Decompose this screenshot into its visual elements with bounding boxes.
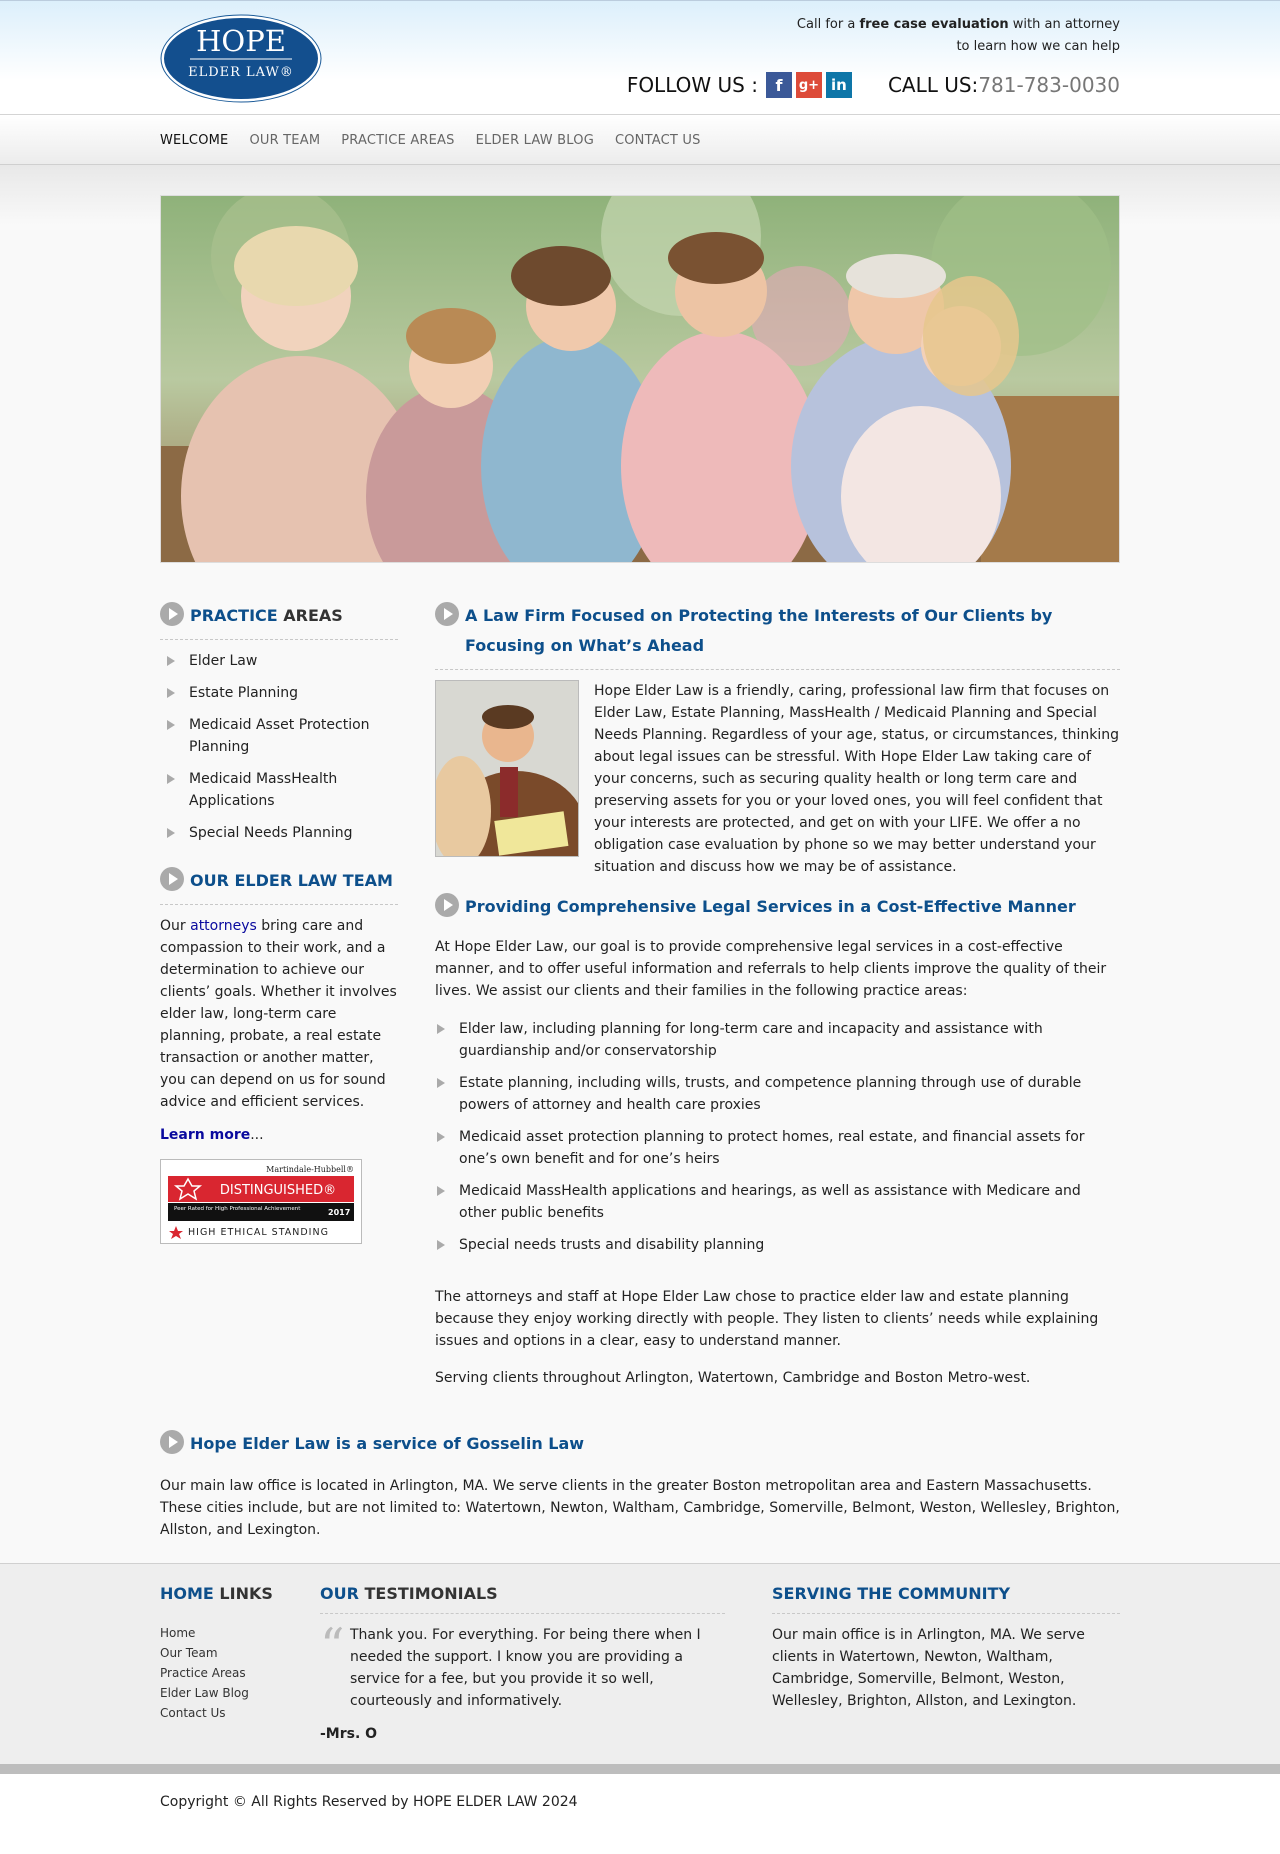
svg-text:Peer Rated for High Profession: Peer Rated for High Professional Achievement xyxy=(174,1206,301,1212)
svg-text:DISTINGUISHED®: DISTINGUISHED® xyxy=(219,1183,337,1198)
quote-icon: “ xyxy=(320,1618,345,1674)
service-item: Estate planning, including wills, trusts, and competence planning through use of durable powers of attorney and health care proxies xyxy=(435,1072,1120,1116)
arrow-circle-icon xyxy=(435,602,459,626)
main-nav xyxy=(0,115,1280,165)
service-item: Medicaid MassHealth applications and hearings, as well as assistance with Medicare and other public benefits xyxy=(435,1180,1120,1224)
team-header: OUR ELDER LAW TEAM xyxy=(160,866,398,905)
footer-link-home[interactable]: Home xyxy=(160,1626,196,1640)
logo-hope-text: HOPE xyxy=(196,24,286,58)
arrow-circle-icon xyxy=(435,893,459,917)
site-header xyxy=(0,0,1280,115)
serving-paragraph: Serving clients throughout Arlington, Watertown, Cambridge and Boston Metro-west. xyxy=(435,1370,1031,1386)
nav-our-team[interactable]: OUR TEAM xyxy=(249,132,321,148)
footer-link-blog[interactable]: Elder Law Blog xyxy=(160,1686,249,1700)
svg-text:Martindale-Hubbell®: Martindale-Hubbell® xyxy=(266,1165,354,1174)
arrow-circle-icon xyxy=(160,867,184,891)
nav-contact-us[interactable]: CONTACT US xyxy=(614,132,701,148)
practice-areas-header: PRACTICE AREAS xyxy=(160,601,398,640)
site-logo[interactable] xyxy=(160,14,322,103)
google-plus-icon[interactable]: g+ xyxy=(796,72,822,98)
services-heading: Providing Comprehensive Legal Services in a Cost-Effective Manner xyxy=(435,892,1120,930)
sidebar: PRACTICE AREAS Elder Law Estate Planning Medicaid Asset Protection Planning Medicaid MassHealth Applications Special Needs Planning OUR ELDER LAW TEAM Our attorneys bring care and compassion to their work, and a determination to achieve our clients’ goals. Whether it involves elder law, long-term care planning, probate, a real estate transaction or another matter, you can depend on us for sound advice and efficient services. Learn more... Martindale-Hubbell® DISTINGUISHED® Peer Rated for High Professional Achievement 2017 HIGH ETHICAL STANDING xyxy=(160,601,398,1389)
footer-serving-community: SERVING THE COMMUNITY Our main office is in Arlington, MA. We serve clients in Watertown, Newton, Waltham, Cambridge, Somerville, Belmont, Weston, Wellesley, Brighton, Allston, and Lexington. xyxy=(772,1584,1120,1742)
learn-more-link[interactable]: Learn more xyxy=(160,1127,251,1143)
logo-elderlaw-text: ELDER LAW® xyxy=(188,65,294,80)
nav-elder-law-blog[interactable]: ELDER LAW BLOG xyxy=(475,132,594,148)
follow-label: FOLLOW US : xyxy=(626,73,758,97)
follow-call-row xyxy=(627,72,1120,98)
phone-link[interactable]: 781-783-0030 xyxy=(978,73,1120,97)
practice-item-medicaid-asset[interactable]: Medicaid Asset Protection Planning xyxy=(160,714,398,758)
team-description: Our attorneys bring care and compassion to their work, and a determination to achieve our clients’ goals. Whether it involves elder law, long-term care planning, probate, a real estate transaction or another matter, you can depend on us for sound advice and efficient services. xyxy=(160,918,397,1110)
practice-areas-list xyxy=(160,650,398,844)
main-heading: A Law Firm Focused on Protecting the Interests of Our Clients by Focusing on What’s Ahead xyxy=(435,601,1120,670)
gosselin-section xyxy=(160,1389,1120,1563)
site-footer xyxy=(0,1563,1280,1764)
nav-welcome[interactable]: WELCOME xyxy=(160,132,229,148)
martindale-badge[interactable] xyxy=(160,1159,362,1244)
arrow-circle-icon xyxy=(160,1430,184,1454)
gosselin-text: Our main law office is located in Arlington, MA. We serve clients in the greater Boston metropolitan area and Eastern Massachusetts. These cities include, but are not limited to: Watertown, Newton, Waltham, Cambridge, Somerville, Belmont, Weston, Wellesley, Brighton, Allston, and Lexington. xyxy=(160,1478,1120,1538)
svg-text:HIGH ETHICAL STANDING: HIGH ETHICAL STANDING xyxy=(188,1227,329,1238)
testimonial-author: -Mrs. O xyxy=(320,1726,378,1742)
services-intro: At Hope Elder Law, our goal is to provide comprehensive legal services in a cost-effective manner, and to offer useful information and referrals to help clients improve the quality of their lives. We assist our clients and their families in the following practice areas: xyxy=(435,939,1107,999)
testimonial-text: Thank you. For everything. For being there when I needed the support. I know you are providing a service for a fee, but you provide it so well, courteously and informatively. xyxy=(350,1627,701,1709)
practice-item-masshealth[interactable]: Medicaid MassHealth Applications xyxy=(160,768,398,812)
attorneys-paragraph: The attorneys and staff at Hope Elder Law chose to practice elder law and estate planning because they enjoy working directly with people. They listen to clients’ needs while explaining issues and options in a clear, easy to understand manner. xyxy=(435,1289,1099,1349)
facebook-icon[interactable]: f xyxy=(766,72,792,98)
gosselin-heading: Hope Elder Law is a service of Gosselin Law xyxy=(160,1429,1120,1467)
nav-practice-areas[interactable]: PRACTICE AREAS xyxy=(341,132,455,148)
service-item: Elder law, including planning for long-term care and incapacity and assistance with guardianship and/or conservatorship xyxy=(435,1018,1120,1062)
hero-family-photo xyxy=(160,195,1120,563)
linkedin-icon[interactable]: in xyxy=(826,72,852,98)
service-item: Special needs trusts and disability planning xyxy=(435,1234,1120,1256)
services-list xyxy=(435,1018,1120,1256)
attorney-photo xyxy=(435,680,579,857)
footer-link-contact[interactable]: Contact Us xyxy=(160,1706,226,1720)
arrow-circle-icon xyxy=(160,602,184,626)
footer-divider xyxy=(0,1764,1280,1774)
footer-home-links: HOME LINKS Home Our Team Practice Areas Elder Law Blog Contact Us xyxy=(160,1584,320,1742)
footer-testimonials: OUR TESTIMONIALS “ Thank you. For everything. For being there when I needed the support. I know you are providing a service for a fee, but you provide it so well, courteously and informatively. -Mrs. O xyxy=(320,1584,725,1742)
practice-item-estate-planning[interactable]: Estate Planning xyxy=(160,682,398,704)
practice-item-elder-law[interactable]: Elder Law xyxy=(160,650,398,672)
copyright-text: Copyright © All Rights Reserved by HOPE ELDER LAW 2024 xyxy=(160,1794,578,1810)
intro-text: Hope Elder Law is a friendly, caring, professional law firm that focuses on Elder Law, Estate Planning, MassHealth / Medicaid Planning and Special Needs Planning. Regardless of your age, status, or circumstances, thinking about legal issues can be stressful. With Hope Elder Law taking care of your concerns, such as securing quality health or long term care and preserving assets for you or your loved ones, you will feel confident that your interests are protected, and get on with your LIFE. We offer a no obligation case evaluation by phone so we may better understand your situation and discuss how we may be of assistance. xyxy=(594,683,1120,875)
svg-text:2017: 2017 xyxy=(328,1208,351,1217)
cta-text: Call for a free case evaluation with an attorney to learn how we can help xyxy=(796,17,1120,54)
practice-item-special-needs[interactable]: Special Needs Planning xyxy=(160,822,398,844)
footer-link-practice-areas[interactable]: Practice Areas xyxy=(160,1666,246,1680)
call-label: CALL US: xyxy=(887,73,979,97)
main-content xyxy=(435,601,1120,1389)
serving-community-text: Our main office is in Arlington, MA. We serve clients in Watertown, Newton, Waltham, Cambridge, Somerville, Belmont, Weston, Wellesley, Brighton, Allston, and Lexington. xyxy=(772,1627,1085,1709)
footer-link-our-team[interactable]: Our Team xyxy=(160,1646,218,1660)
service-item: Medicaid asset protection planning to protect homes, real estate, and financial assets for one’s own benefit and for one’s heirs xyxy=(435,1126,1120,1170)
attorneys-link[interactable]: attorneys xyxy=(190,918,257,934)
